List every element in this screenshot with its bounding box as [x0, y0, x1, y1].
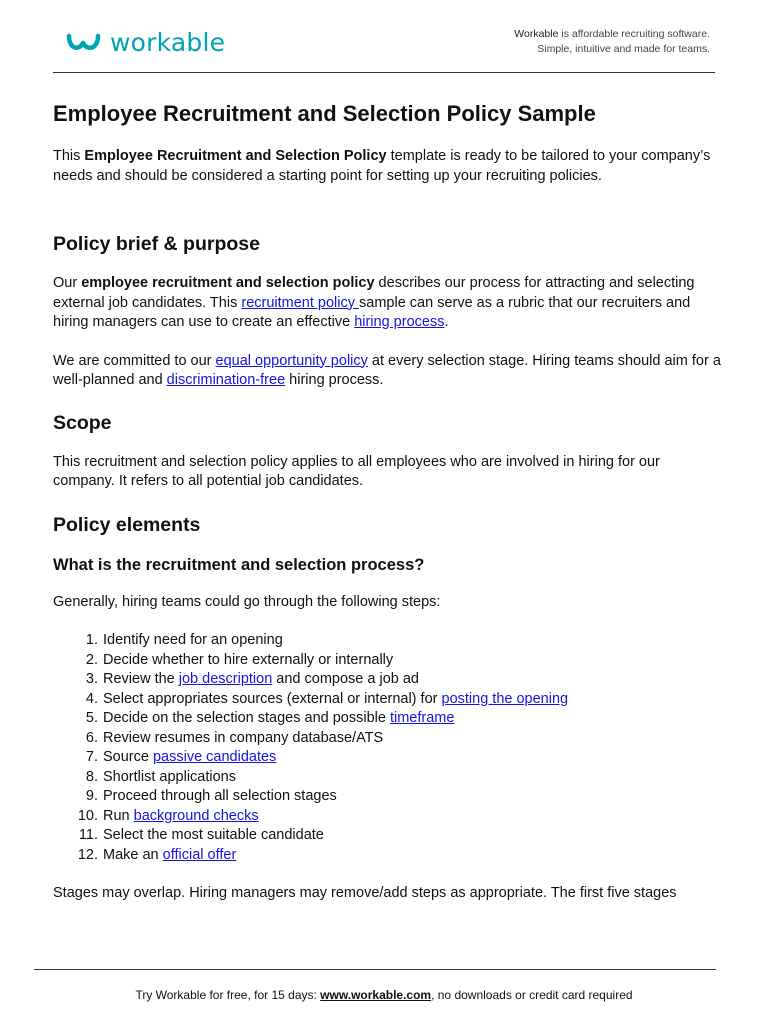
footer-divider — [34, 969, 716, 970]
footer-text-post: , no downloads or credit card required — [431, 988, 633, 1002]
page-title: Employee Recruitment and Selection Policy Sample — [53, 101, 596, 126]
document-body — [53, 100, 723, 904]
list-item: 12. Make an official offer — [77, 846, 237, 863]
page-footer — [0, 987, 768, 1003]
footer-text-pre: Try Workable for free, for 15 days: — [135, 988, 321, 1002]
header-divider — [53, 72, 715, 73]
link-passive-candidates[interactable]: passive candidates — [152, 749, 277, 765]
link-background-checks[interactable]: background checks — [133, 807, 259, 824]
list-item: 9. Proceed through all selection stages — [85, 788, 337, 804]
link-timeframe[interactable]: timeframe — [389, 710, 455, 726]
intro-paragraph: This Employee Recruitment and Selection Policy template is ready to be tailored to your company’s needs and should be considered a starting point for setting up your recruiting policies. — [53, 148, 711, 184]
page-header — [0, 0, 768, 76]
link-official-offer[interactable]: official offer — [162, 846, 237, 863]
link-posting-the-opening[interactable]: posting the opening — [441, 690, 569, 707]
closing-paragraph: Stages may overlap. Hiring managers may remove/add steps as appropriate. The first five stages — [53, 885, 677, 901]
tagline-line1: is affordable recruiting software. — [558, 28, 710, 40]
link-equal-opportunity-policy[interactable]: equal opportunity policy — [215, 352, 368, 369]
footer-workable-link[interactable]: www.workable.com — [320, 988, 432, 1002]
list-item: 11. Select the most suitable candidate — [78, 827, 324, 843]
heading-policy-elements: Policy elements — [53, 513, 201, 536]
intro-bold: Employee Recruitment and Selection Policy — [84, 148, 387, 164]
scope-paragraph: This recruitment and selection policy applies to all employees who are involved in hiring for our company. It refers to all potential job candidates. — [53, 453, 660, 489]
list-item: 10. Run background checks — [77, 807, 259, 824]
list-item: 7. Source passive candidates — [85, 749, 277, 765]
list-item: 5. Decide on the selection stages and possible timeframe — [85, 710, 455, 726]
link-hiring-process[interactable]: hiring process — [354, 314, 445, 330]
tagline-brand: Workable — [514, 28, 559, 40]
link-recruitment-policy[interactable]: recruitment policy — [241, 294, 360, 311]
list-item: 6. Review resumes in company database/ATS — [85, 729, 384, 746]
policy-brief-paragraph-1: Our employee recruitment and selection policy describes our process for attracting and selecting external job candidates. This recruitment policy sample can serve as a rubric that our recruiters and hiring managers can use to create an effective hiring process. — [53, 275, 695, 330]
list-item: 3. Review the job description and compose a job ad — [85, 671, 419, 687]
header-tagline — [514, 27, 710, 57]
steps-lead-paragraph: Generally, hiring teams could go through the following steps: — [53, 593, 441, 610]
workable-logo[interactable] — [66, 28, 225, 58]
logo-wordmark: workable — [110, 28, 226, 57]
link-discrimination-free[interactable]: discrimination-free — [166, 372, 286, 388]
policy-brief-paragraph-2: We are committed to our equal opportunity policy at every selection stage. Hiring teams should aim for a well-planned and discrimination-free hiring process. — [53, 352, 721, 388]
list-item: 2. Decide whether to hire externally or internally — [85, 651, 394, 668]
list-item: 4. Select appropriates sources (external or internal) for posting the opening — [85, 690, 569, 707]
heading-scope: Scope — [53, 411, 112, 434]
list-item: 8. Shortlist applications — [85, 768, 236, 785]
tagline-line2: Simple, intuitive and made for teams. — [537, 43, 710, 55]
link-job-description[interactable]: job description — [178, 671, 273, 687]
subheading-recruitment-process: What is the recruitment and selection process? — [53, 555, 425, 574]
list-item: 1. Identify need for an opening — [85, 632, 283, 648]
heading-policy-brief: Policy brief & purpose — [53, 233, 260, 255]
steps-list — [53, 631, 723, 865]
workable-mark-icon — [66, 31, 102, 55]
